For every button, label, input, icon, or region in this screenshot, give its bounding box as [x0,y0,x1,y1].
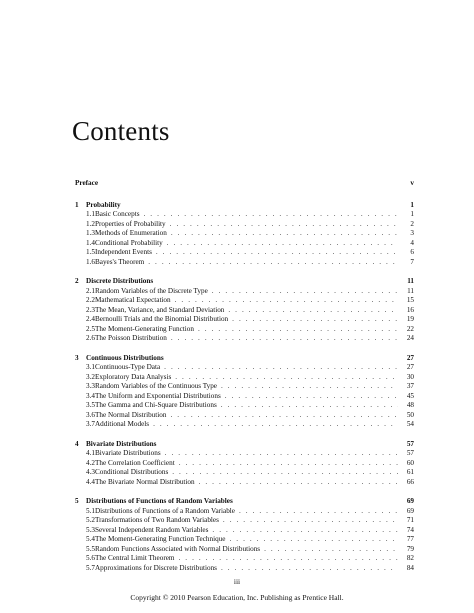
contents-heading: Contents [72,116,170,146]
section-page: 84 [406,563,414,572]
toc-section[interactable] [75,287,414,297]
toc-section[interactable] [75,554,414,564]
dot-leader [179,554,399,564]
section-title: The Moment-Generating Function [94,324,194,333]
section-number: 5.1 [86,506,95,515]
chapter-page: 57 [406,439,414,448]
section-number: 3.2 [86,372,95,381]
section-title: The Gamma and Chi-Square Distributions [94,401,217,409]
toc-section[interactable] [75,382,414,392]
section-title: Bernoulli Trials and the Binomial Distribution [94,315,229,323]
section-page: 48 [406,401,414,409]
section-page: 71 [406,516,414,524]
section-page: 7 [410,257,414,266]
dot-leader [232,315,398,325]
dot-leader [221,382,398,392]
section-page: 6 [410,248,414,256]
chapter-page: 69 [406,497,414,505]
preface-page: v [410,179,414,187]
chapter-number: 5 [75,497,79,505]
toc-chapter[interactable] [75,354,414,364]
dot-leader [228,306,398,316]
page-number: iii [233,577,241,586]
toc-section[interactable] [75,325,414,335]
section-page: 50 [406,410,414,419]
section-page: 37 [406,382,414,390]
dot-leader [221,401,398,411]
section-title: The Uniform and Exponential Distributions [94,391,221,400]
section-page: 27 [406,363,414,371]
section-title: Distributions of Functions of a Random Variable [94,506,235,515]
section-page: 4 [410,238,414,247]
dot-leader [172,468,398,478]
section-page: 19 [406,315,414,323]
toc-section[interactable] [75,315,414,325]
dot-leader [230,535,399,545]
section-number: 3.1 [86,363,95,371]
section-number: 5.4 [86,535,95,543]
section-page: 24 [406,334,414,342]
section-number: 1.1 [86,210,95,218]
dot-leader [225,392,398,402]
section-page: 79 [406,544,414,553]
dot-leader [175,296,398,306]
section-title: The Central Limit Theorem [94,554,175,562]
chapter-title: Distributions of Functions of Random Variables [86,497,233,505]
section-number: 5.5 [86,544,95,553]
section-title: Additional Models [94,420,150,428]
dot-leader [167,239,398,249]
section-number: 5.7 [86,563,95,572]
chapter-title: Bivariate Distributions [86,439,157,448]
section-number: 3.4 [86,391,95,400]
section-number: 2.1 [86,286,95,295]
section-page: 66 [406,477,414,486]
toc-section[interactable] [75,401,414,411]
dot-leader [264,545,398,555]
toc-chapter[interactable] [75,440,414,450]
copyright-footer: Copyright © 2010 Pearson Education, Inc. Publishing as Prentice Hall. [130,593,344,602]
section-title: Transformations of Two Random Variables [94,516,219,524]
section-title: The Correlation Coefficient [94,458,175,467]
section-number: 3.7 [86,420,95,428]
section-page: 22 [406,324,414,333]
toc-section[interactable] [75,535,414,545]
section-page: 61 [406,468,414,476]
section-number: 3.6 [86,410,95,419]
toc-section[interactable] [75,373,414,383]
toc-section[interactable] [75,334,414,344]
toc-section[interactable] [75,210,414,220]
dot-leader [212,287,398,297]
toc-section[interactable] [75,239,414,249]
section-number: 2.3 [86,305,95,314]
section-title: The Bivariate Normal Distribution [94,477,195,486]
toc-section[interactable] [75,411,414,421]
toc-section[interactable] [75,248,414,258]
section-page: 15 [406,296,414,304]
section-page: 69 [406,506,414,515]
section-number: 1.4 [86,238,95,247]
dot-leader [170,220,398,230]
section-title: Properties of Probability [94,219,166,228]
section-number: 3.3 [86,382,95,390]
section-title: Random Variables of the Continuous Type [94,382,217,390]
section-title: Bivariate Distributions [94,449,161,457]
toc-section[interactable] [75,516,414,526]
dot-leader [171,334,398,344]
section-number: 4.2 [86,458,95,467]
chapter-number: 1 [75,200,79,209]
section-page: 30 [406,372,414,381]
section-page: 57 [406,449,414,457]
chapter-page: 27 [406,353,414,362]
toc-section[interactable] [75,478,414,488]
section-page: 60 [406,458,414,467]
section-title: Continuous-Type Data [94,363,161,371]
section-page: 74 [406,525,414,534]
dot-leader [164,363,398,373]
toc-chapter[interactable] [75,497,414,507]
toc-section[interactable] [75,545,414,555]
section-number: 2.4 [86,315,95,323]
section-title: The Mean, Variance, and Standard Deviation [94,305,225,314]
toc-preface[interactable] [75,179,414,189]
chapter-title: Continuous Distributions [86,353,164,362]
section-number: 4.1 [86,449,95,457]
toc-section[interactable] [75,296,414,306]
chapter-number: 2 [75,277,79,285]
toc-section[interactable] [75,258,414,268]
section-page: 45 [406,391,414,400]
toc-section[interactable] [75,459,414,469]
dot-leader [144,210,399,220]
toc-chapter[interactable] [75,201,414,211]
section-title: Conditional Probability [94,238,163,247]
section-number: 4.4 [86,477,95,486]
toc-section[interactable] [75,306,414,316]
dot-leader [199,478,398,488]
section-title: Mathematical Expectation [94,296,171,304]
section-page: 11 [407,286,414,295]
chapter-page: 11 [407,277,414,285]
section-page: 2 [410,219,414,228]
section-number: 5.6 [86,554,95,562]
section-page: 1 [410,210,414,218]
section-title: The Moment-Generating Function Technique [94,535,226,543]
toc-chapter[interactable] [75,277,414,287]
section-title: Random Variables of the Discrete Type [94,286,208,295]
section-title: Random Functions Associated with Normal Distributions [94,544,261,553]
toc-section[interactable] [75,564,414,574]
section-number: 1.5 [86,248,95,256]
dot-leader [175,373,398,383]
dot-leader [198,325,398,335]
section-number: 2.6 [86,334,95,342]
dot-leader [148,258,398,268]
toc-section[interactable] [75,363,414,373]
chapter-number: 3 [75,353,79,362]
section-title: Basic Concepts [94,210,140,218]
dot-leader [153,420,398,430]
section-number: 1.2 [86,219,95,228]
dot-leader [170,411,398,421]
dot-leader [239,507,398,517]
section-number: 2.2 [86,296,95,304]
section-page: 54 [406,420,414,428]
section-title: Approximations for Discrete Distributions [94,563,217,572]
toc-section[interactable] [75,507,414,517]
section-page: 16 [406,305,414,314]
section-number: 4.3 [86,468,95,476]
chapter-title: Probability [86,200,121,209]
preface-title: Preface [75,179,99,187]
section-number: 1.3 [86,229,95,237]
toc-section[interactable] [75,392,414,402]
section-number: 3.5 [86,401,95,409]
dot-leader [212,526,398,536]
chapter-list [75,201,414,574]
dot-leader [223,516,398,526]
dot-leader [156,248,398,258]
section-title: The Normal Distribution [94,410,167,419]
dot-leader [179,459,398,469]
toc-section[interactable] [75,468,414,478]
section-page: 77 [406,535,414,543]
toc-section[interactable] [75,420,414,430]
chapter-title: Discrete Distributions [86,277,154,285]
toc-section[interactable] [75,220,414,230]
toc-section[interactable] [75,526,414,536]
section-title: The Poisson Distribution [94,334,167,342]
section-number: 5.3 [86,525,95,534]
section-number: 2.5 [86,324,95,333]
dot-leader [221,564,398,574]
chapter-page: 1 [410,200,414,209]
section-title: Methods of Enumeration [94,229,167,237]
section-title: Several Independent Random Variables [94,525,209,534]
dot-leader [165,449,398,459]
section-page: 3 [410,229,414,237]
dot-leader [171,229,398,239]
section-page: 82 [406,554,414,562]
section-number: 1.6 [86,257,95,266]
section-title: Exploratory Data Analysis [94,372,172,381]
toc-section[interactable] [75,229,414,239]
table-of-contents [75,179,414,573]
chapter-number: 4 [75,439,79,448]
section-title: Independent Events [94,248,152,256]
section-title: Conditional Distributions [94,468,169,476]
section-number: 5.2 [86,516,95,524]
section-title: Bayes's Theorem [94,257,145,266]
toc-section[interactable] [75,449,414,459]
